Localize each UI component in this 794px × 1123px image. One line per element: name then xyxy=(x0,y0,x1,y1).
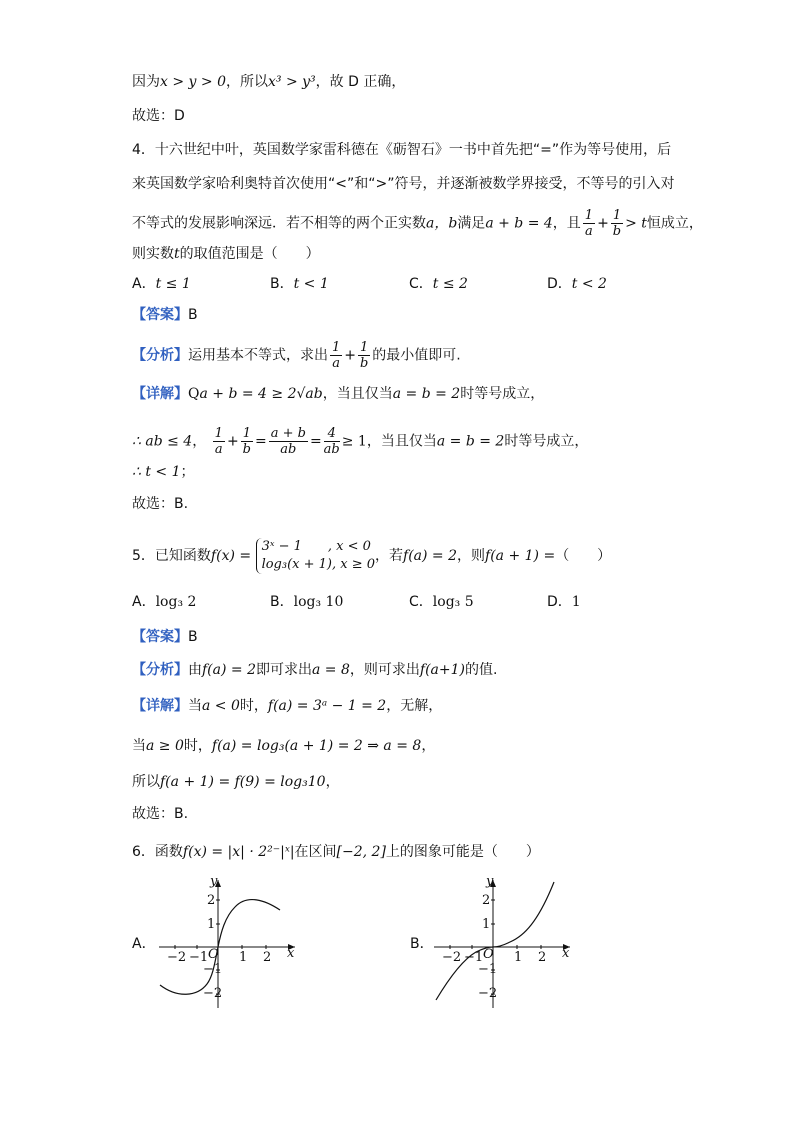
y-axis-label: y xyxy=(486,874,494,889)
analysis-tag: 【分析】 xyxy=(132,347,188,364)
text: 因为 xyxy=(132,74,160,90)
detail-line-3: ∴ t < 1； xyxy=(132,464,195,480)
tick-label: 1 xyxy=(514,950,523,965)
question-4-line-2: 来英国数学家哈利奥特首次使用“<”和“>”符号，并逐渐被数学界接受，不等号的引入对 xyxy=(132,176,675,192)
option-b: B．log₃ 10 xyxy=(270,594,344,610)
answer-line: 【答案】B xyxy=(132,307,198,323)
graph-b-label: B． xyxy=(410,936,434,952)
option-c: C．log₃ 5 xyxy=(409,594,474,610)
text: 的取值范围是（ ） xyxy=(179,246,320,262)
option-a: A．log₃ 2 xyxy=(132,594,197,610)
select-line: 故选：B. xyxy=(132,806,189,822)
detail-line-2: 当a ≥ 0时，f(a) = log₃(a + 1) = 2 ⇒ a = 8， xyxy=(132,738,436,754)
select-line: 故选：B. xyxy=(132,496,189,512)
tick-label: 2 xyxy=(263,950,272,965)
option-d: D．t < 2 xyxy=(547,276,607,292)
tick-label: 1 xyxy=(239,950,248,965)
tick-label: −2 xyxy=(167,950,187,965)
detail-line-2: ∴ ab ≤ 4， $\frac{1}{a}$ + $\frac{1}{b}$ = $\frac{a + b}{ab}$ = $\frac{4}{ab}$ ≥ 1，当且仅当a = b = 2时等号成立， xyxy=(132,426,589,457)
tick-label: 2 xyxy=(482,893,491,908)
tick-label: −2 xyxy=(478,986,498,1001)
text-line xyxy=(132,72,405,92)
text-line: 故选：D xyxy=(132,108,185,124)
y-axis-label: y xyxy=(210,874,218,889)
tick-label: −1 xyxy=(478,962,498,977)
detail-line-1: 【详解】Qa + b = 4 ≥ 2√ab，当且仅当a = b = 2时等号成立， xyxy=(132,386,545,402)
x-axis-label: x xyxy=(287,946,295,961)
origin-label: O xyxy=(483,947,494,962)
option-a: A．t ≤ 1 xyxy=(132,276,191,292)
tick-label: −2 xyxy=(203,986,223,1001)
detail-line-1: 【详解】当a < 0时，f(a) = 3ᵃ − 1 = 2，无解， xyxy=(132,698,443,714)
text: 满足 xyxy=(457,215,486,232)
tick-label: −1 xyxy=(189,950,209,965)
fraction: $\frac{1}{a}$ xyxy=(332,340,341,371)
option-b: B．t < 1 xyxy=(270,276,329,292)
math: x³ > y³ xyxy=(267,74,316,90)
math: x > y > 0 xyxy=(160,74,226,90)
analysis-line: 【分析】由f(a) = 2即可求出a = 8，则可求出f(a+1)的值. xyxy=(132,662,498,678)
math: t xyxy=(174,246,180,262)
tick-label: −1 xyxy=(203,962,223,977)
fraction: $\frac{1}{b}$ xyxy=(359,340,369,371)
text: 不等式的发展影响深远．若不相等的两个正实数 xyxy=(132,215,426,232)
text: 恒成立， xyxy=(646,215,703,232)
question-4-line-3: 不等式的发展影响深远．若不相等的两个正实数a，b满足a + b = 4，且 $\frac{1}{a}$ + $\frac{1}{b}$ > t恒成立， xyxy=(132,208,703,239)
math: a + b = 4 xyxy=(485,215,553,232)
option-c: C．t ≤ 2 xyxy=(409,276,468,292)
math: > t xyxy=(625,215,647,232)
text: ，且 xyxy=(552,215,581,232)
x-axis-label: x xyxy=(562,946,570,961)
fraction: $\frac{1}{a}$ xyxy=(584,208,594,239)
detail-tag: 【详解】 xyxy=(132,386,188,402)
origin-label: O xyxy=(208,947,219,962)
tick-label: −2 xyxy=(442,950,462,965)
question-4-line-1: 4．十六世纪中叶，英国数学家雷科德在《砺智石》一书中首先把“=”作为等号使用，后 xyxy=(132,142,672,158)
fraction: $\frac{1}{b}$ xyxy=(612,208,622,239)
tick-label: 1 xyxy=(207,917,216,932)
question-6: 6．函数f(x) = |x| · 2²⁻|ˣ|在区间[−2, 2]上的图象可能是（ ） xyxy=(132,844,540,860)
math: a，b xyxy=(426,215,458,232)
graph-a xyxy=(155,872,300,1012)
tick-label: −1 xyxy=(464,950,484,965)
question-4-line-4 xyxy=(132,244,320,264)
answer-tag: 【答案】 xyxy=(132,307,188,323)
text: ，故 D 正确， xyxy=(315,74,406,90)
tick-label: 2 xyxy=(538,950,547,965)
question-5: 5．已知函数f(x) = 3ˣ − 1 , x < 0 log₃(x + 1), x ≥ 0 ，若f(a) = 2，则f(a + 1) =（ ） xyxy=(132,539,612,572)
answer-line: 【答案】B xyxy=(132,629,198,645)
tick-label: 2 xyxy=(207,893,216,908)
detail-line-3: 所以f(a + 1) = f(9) = log₃10， xyxy=(132,774,340,790)
text: ，所以 xyxy=(225,74,268,90)
graph-a-label: A． xyxy=(132,936,156,952)
graph-b xyxy=(430,872,575,1012)
analysis-line: 【分析】运用基本不等式，求出 $\frac{1}{a}$ + $\frac{1}{b}$ 的最小值即可. xyxy=(132,340,461,371)
text: 则实数 xyxy=(132,246,174,262)
tick-label: 1 xyxy=(482,917,491,932)
option-d: D．1 xyxy=(547,594,581,610)
